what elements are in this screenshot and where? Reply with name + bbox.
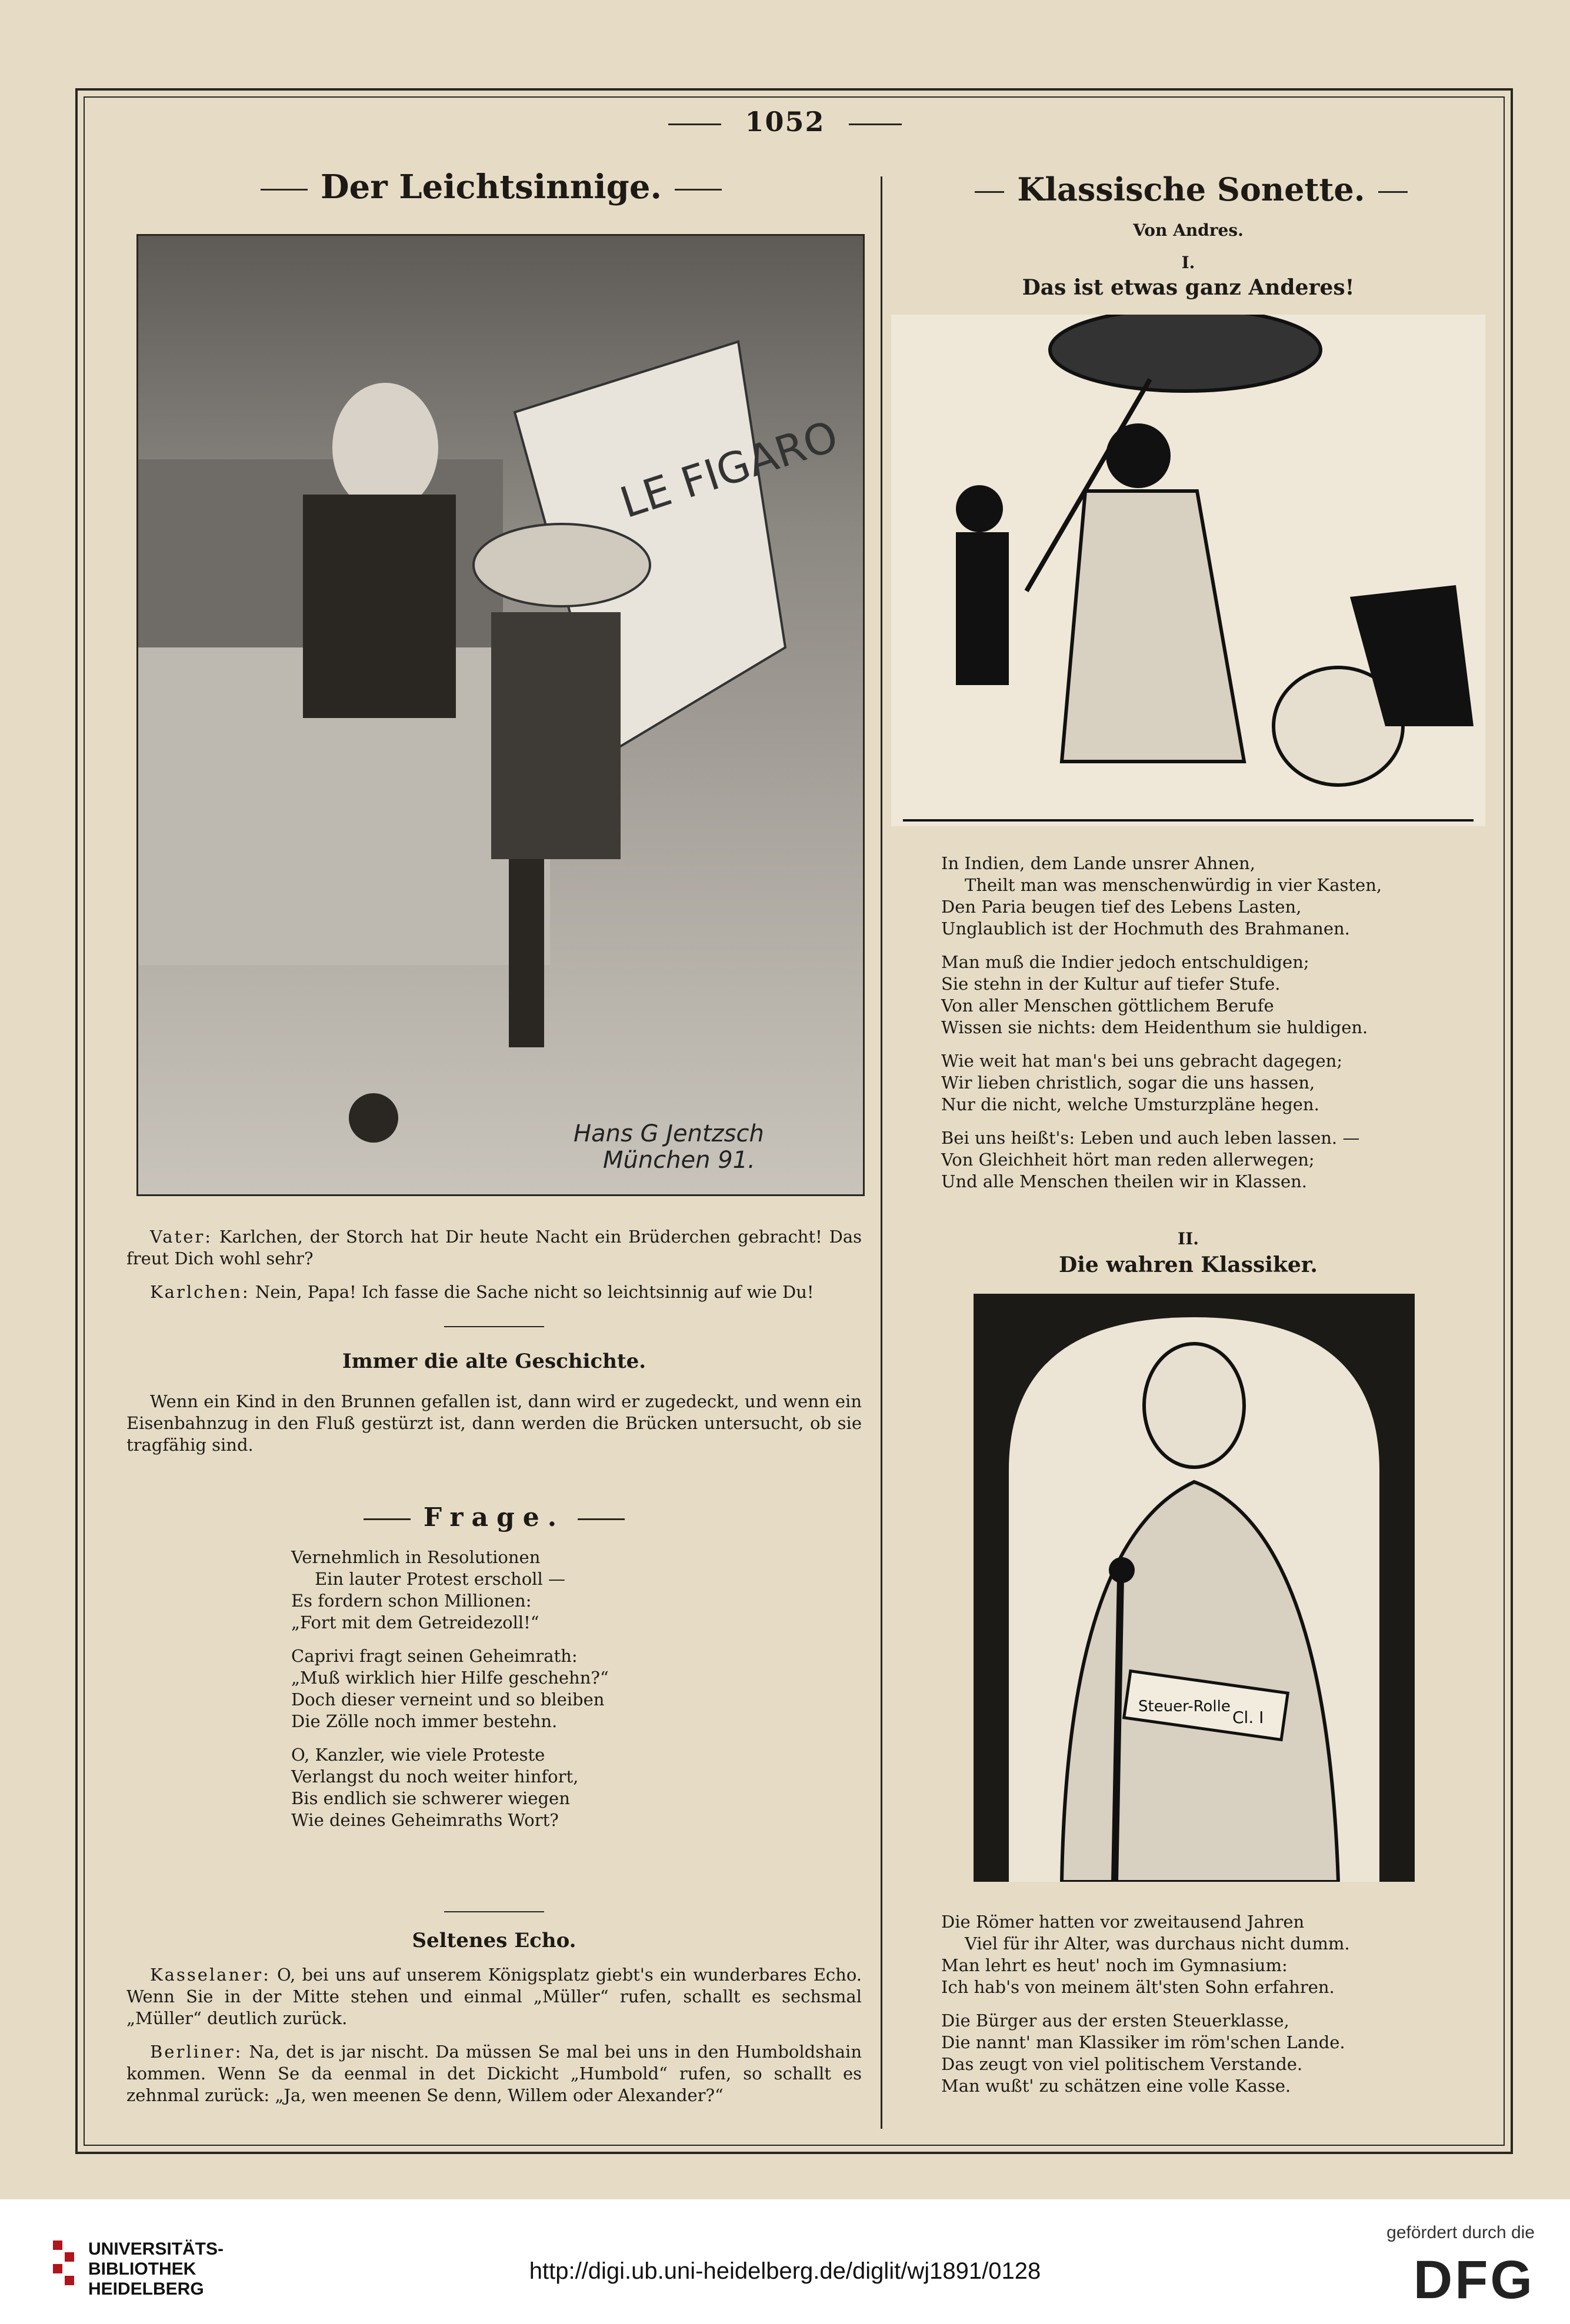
brahman-robe (1062, 491, 1244, 762)
poem-line: Man muß die Indier jedoch entschuldigen; (941, 952, 1309, 972)
sonnet-1 (941, 853, 1482, 1204)
column-divider (881, 176, 882, 2129)
ornament-left (364, 1518, 411, 1520)
poem-stanza (941, 2010, 1482, 2097)
poem-line: Wie weit hat man's bei uns gebracht dagegen; (941, 1051, 1343, 1071)
section3-title-wrap (126, 1502, 862, 1532)
section3-title: Frage. (423, 1502, 565, 1532)
poem-line: Die Bürger aus der ersten Steuerklasse, (941, 2011, 1289, 2031)
illustration-klassiker-drawing (974, 1294, 1415, 1882)
brahman-head (1106, 423, 1171, 488)
section4-text (126, 1964, 862, 2118)
illustrator-signature: Hans G Jentzsch (574, 1120, 764, 1147)
poem-line: Vernehmlich in Resolutionen (291, 1547, 541, 1567)
part2-title: Die wahren Klassiker. (1059, 1253, 1318, 1277)
part1-number: I. (1181, 253, 1195, 272)
boy-body (491, 612, 621, 859)
university-line-1: UNIVERSITÄTS- (88, 2239, 224, 2259)
author-line: Von Andres. (1133, 221, 1244, 240)
footer-bar (0, 2199, 1570, 2324)
poem-line: Caprivi fragt seinen Geheimrath: (291, 1646, 578, 1666)
caption-speaker-1: Vater: (150, 1227, 213, 1247)
ornament-right (1378, 191, 1408, 193)
caption-line-1: Karlchen, der Storch hat Dir heute Nacht ein Brüderchen gebracht! Das freut Dich wohl sehr? (126, 1227, 862, 1268)
ornament-right (578, 1518, 625, 1520)
poem-line: Bei uns heißt's: Leben und auch leben lassen. — (941, 1128, 1360, 1148)
father-body (303, 495, 456, 718)
part2-number: II. (1178, 1229, 1199, 1248)
poem-line: „Fort mit dem Getreidezoll!“ (291, 1612, 539, 1632)
poem-line: O, Kanzler, wie viele Proteste (291, 1745, 545, 1765)
separator-1 (444, 1326, 544, 1327)
university-line-3: HEIDELBERG (88, 2279, 204, 2299)
echo-paragraph-2: Na, det is jar nischt. Da müssen Se mal bei uns in den Humboldshain kommen. Wenn Se da eenmal in det Dickicht „Humbold“ rufen, so schallt es zehnmal zurück: „Ja, wen meenen Se denn, Willem oder Alexander?“ (126, 2042, 862, 2105)
right-title-wrap (891, 171, 1491, 208)
page-number: 1052 (0, 106, 1570, 138)
caption-leichtsinnige (126, 1226, 862, 1315)
right-title: Klassische Sonette. (1017, 171, 1365, 208)
poem-line: Das zeugt von viel politischem Verstande. (941, 2054, 1303, 2074)
newspaper-title: LE FIGARO (614, 410, 844, 528)
poem-line: Es fordern schon Millionen: (291, 1591, 532, 1611)
poem-line: Von Gleichheit hört man reden allerwegen; (941, 1150, 1315, 1170)
left-title-wrap (115, 168, 868, 206)
poem-stanza (941, 1127, 1482, 1193)
ornament-left (261, 189, 308, 191)
servant-body (956, 532, 1009, 685)
poem-frage (291, 1547, 762, 1843)
servant-head (956, 485, 1003, 532)
illustration-klassiker (974, 1294, 1415, 1882)
poem-line: Unglaublich ist der Hochmuth des Brahmanen. (941, 919, 1350, 939)
poem-stanza (941, 1911, 1482, 1998)
echo-paragraph-1: O, bei uns auf unserem Königsplatz giebt's ein wunderbares Echo. Wenn Sie in der Mitte stehen und einmal „Müller“ rufen, schallt es sechsmal „Müller“ deutlich zurück. (126, 1965, 862, 2028)
section2-text (126, 1391, 862, 1468)
poem-line: Theilt man was menschenwürdig in vier Kasten, (965, 875, 1382, 895)
poem-line: Man wußt' zu schätzen eine volle Kasse. (941, 2076, 1291, 2096)
echo-speaker-1: Kasselaner: (150, 1965, 271, 1985)
ornament-left (975, 191, 1004, 193)
boy-leg (509, 859, 544, 1047)
poem-line: Ich hab's von meinem ält'sten Sohn erfahren. (941, 1977, 1335, 1997)
poem-line: „Muß wirklich hier Hilfe geschehn?“ (291, 1668, 609, 1688)
source-url-link[interactable]: http://digi.ub.uni-heidelberg.de/diglit/wj1891/0128 (529, 2258, 1041, 2284)
poem-stanza (291, 1547, 762, 1634)
poem-stanza (941, 1050, 1482, 1116)
poem-line: Die Römer hatten vor zweitausend Jahren (941, 1912, 1305, 1932)
poem-line: Wir lieben christlich, sogar die uns hassen, (941, 1073, 1315, 1093)
poem-stanza (291, 1744, 762, 1831)
sonnet-2 (941, 1911, 1482, 2109)
caption-line-2: Nein, Papa! Ich fasse die Sache nicht so leichtsinnig auf wie Du! (255, 1282, 814, 1302)
scroll-class-label: Cl. I (1232, 1708, 1264, 1727)
poem-line: Nur die nicht, welche Umsturzpläne hegen. (941, 1094, 1319, 1114)
illustration-drawing (138, 236, 863, 1194)
poem-line: Und alle Menschen theilen wir in Klassen. (941, 1171, 1308, 1191)
poem-line: Man lehrt es heut' noch im Gymnasium: (941, 1955, 1288, 1975)
sponsor-label: gefördert durch die (1386, 2223, 1535, 2242)
boy-hat (474, 524, 650, 606)
poem-line: Die nannt' man Klassiker im röm'schen Lande. (941, 2032, 1345, 2052)
poem-line: Von aller Menschen göttlichem Berufe (941, 996, 1274, 1016)
parasol (1050, 315, 1321, 391)
poem-line: Viel für ihr Alter, was durchaus nicht dumm. (965, 1934, 1350, 1954)
part1-title: Das ist etwas ganz Anderes! (1022, 275, 1355, 300)
illustrator-city: München 91. (603, 1147, 755, 1174)
echo-speaker-2: Berliner: (150, 2042, 243, 2062)
illustration-leichtsinnige (136, 234, 865, 1196)
illustration-india-drawing (891, 315, 1485, 826)
poem-stanza (941, 853, 1482, 940)
roman-head (1144, 1344, 1244, 1467)
section2-paragraph: Wenn ein Kind in den Brunnen gefallen ist, dann wird er zugedeckt, und wenn ein Eisenbahnzug in den Fluß gestürzt ist, dann werden die Brücken untersucht, ob sie tragfähig sind. (126, 1391, 862, 1455)
section4-title: Seltenes Echo. (412, 1929, 576, 1952)
poem-line: In Indien, dem Lande unsrer Ahnen, (941, 853, 1255, 873)
scepter-orb (1109, 1557, 1135, 1583)
left-title: Der Leichtsinnige. (321, 168, 662, 206)
poem-stanza (941, 951, 1482, 1039)
poem-stanza (291, 1645, 762, 1732)
poem-line: Ein lauter Protest erscholl — (315, 1569, 565, 1589)
poem-line: Wissen sie nichts: dem Heidenthum sie huldigen. (941, 1017, 1368, 1037)
scroll-label: Steuer-Rolle (1138, 1698, 1231, 1715)
caption-speaker-2: Karlchen: (150, 1282, 250, 1302)
poem-line: Bis endlich sie schwerer wiegen (291, 1788, 570, 1808)
poem-line: Wie deines Geheimraths Wort? (291, 1810, 559, 1830)
poem-line: Sie stehn in der Kultur auf tiefer Stufe. (941, 974, 1281, 994)
poem-line: Verlangst du noch weiter hinfort, (291, 1767, 579, 1787)
poem-line: Den Paria beugen tief des Lebens Lasten, (941, 897, 1302, 917)
illustration-india (891, 315, 1485, 826)
father-head (332, 383, 438, 512)
poem-line: Die Zölle noch immer bestehn. (291, 1711, 558, 1731)
section2-title: Immer die alte Geschichte. (342, 1350, 646, 1373)
ball (349, 1093, 398, 1143)
separator-2 (444, 1911, 544, 1912)
ornament-right (675, 189, 722, 191)
poem-line: Doch dieser verneint und so bleiben (291, 1689, 605, 1709)
university-line-2: BIBLIOTHEK (88, 2259, 196, 2279)
dfg-logo: DFG (1413, 2250, 1535, 2310)
